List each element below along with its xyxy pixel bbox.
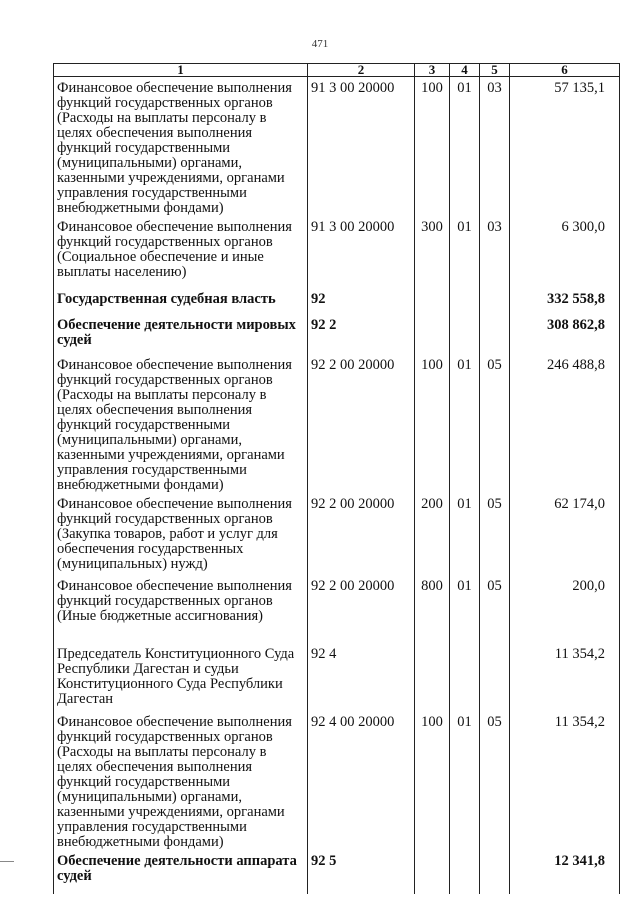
table-header [54, 64, 620, 77]
header-row [54, 64, 620, 77]
row-sum: 332 558,8 [510, 288, 620, 314]
row-sum: 11 354,2 [510, 711, 620, 850]
row-name: Председатель Конституционного Суда Республики Дагестан и судьи Конституционного Суда Республики Дагестан [54, 643, 308, 711]
header-col-5: 5 [480, 64, 510, 77]
row-name: Финансовое обеспечение выполнения функций государственных органов (Социальное обеспечение и иные выплаты населению) [54, 216, 308, 288]
row-code: 92 [308, 288, 415, 314]
row-rz: 01 [450, 493, 480, 575]
row-sum: 6 300,0 [510, 216, 620, 288]
row-name: Финансовое обеспечение выполнения функций государственных органов (Расходы на выплаты персоналу в целях обеспечения выполнения функций государственными (муниципальными) органами, казенными учреждениями, органами управления государственными внебюджетными фондами) [54, 77, 308, 217]
row-pr: 05 [480, 354, 510, 493]
row-vr: 100 [415, 354, 450, 493]
row-name: Финансовое обеспечение выполнения функций государственных органов (Расходы на выплаты персоналу в целях обеспечения выполнения функций государственными (муниципальными) органами, казенными учреждениями, органами управления государственными внебюджетными фондами) [54, 711, 308, 850]
row-name: Обеспечение деятельности аппарата судей [54, 850, 308, 894]
header-col-1: 1 [54, 64, 308, 77]
table-row [54, 575, 620, 643]
row-sum: 308 862,8 [510, 314, 620, 354]
table-row [54, 314, 620, 354]
row-pr [480, 850, 510, 894]
row-vr [415, 643, 450, 711]
row-rz: 01 [450, 216, 480, 288]
table-row [54, 493, 620, 575]
row-sum: 11 354,2 [510, 643, 620, 711]
row-rz [450, 314, 480, 354]
row-sum: 62 174,0 [510, 493, 620, 575]
row-vr [415, 314, 450, 354]
row-rz [450, 643, 480, 711]
table-body [54, 77, 620, 895]
row-vr: 100 [415, 711, 450, 850]
row-pr [480, 314, 510, 354]
header-col-6: 6 [510, 64, 620, 77]
row-name: Финансовое обеспечение выполнения функций государственных органов (Закупка товаров, работ и услуг для обеспечения государственных (муниципальных) нужд) [54, 493, 308, 575]
row-pr: 05 [480, 575, 510, 643]
row-vr: 300 [415, 216, 450, 288]
row-sum: 12 341,8 [510, 850, 620, 894]
table-row [54, 711, 620, 850]
row-code: 92 4 [308, 643, 415, 711]
row-code: 92 4 00 20000 [308, 711, 415, 850]
header-col-4: 4 [450, 64, 480, 77]
row-rz: 01 [450, 575, 480, 643]
row-pr [480, 643, 510, 711]
table-row [54, 850, 620, 894]
row-rz [450, 850, 480, 894]
row-name: Финансовое обеспечение выполнения функций государственных органов (Расходы на выплаты персоналу в целях обеспечения выполнения функций государственными (муниципальными) органами, казенными учреждениями, органами управления государственными внебюджетными фондами) [54, 354, 308, 493]
row-vr: 100 [415, 77, 450, 217]
row-pr: 05 [480, 493, 510, 575]
row-vr [415, 850, 450, 894]
row-code: 92 2 00 20000 [308, 575, 415, 643]
row-pr: 05 [480, 711, 510, 850]
table-row [54, 77, 620, 217]
budget-table [53, 63, 620, 894]
row-sum: 57 135,1 [510, 77, 620, 217]
row-pr: 03 [480, 216, 510, 288]
table-row [54, 216, 620, 288]
table-row [54, 643, 620, 711]
page-number: 471 [311, 38, 329, 50]
row-sum: 200,0 [510, 575, 620, 643]
row-name: Обеспечение деятельности мировых судей [54, 314, 308, 354]
fold-mark [0, 861, 14, 862]
row-code: 92 2 00 20000 [308, 354, 415, 493]
header-col-2: 2 [308, 64, 415, 77]
header-col-3: 3 [415, 64, 450, 77]
row-pr: 03 [480, 77, 510, 217]
row-code: 92 2 00 20000 [308, 493, 415, 575]
row-code: 91 3 00 20000 [308, 216, 415, 288]
row-vr: 200 [415, 493, 450, 575]
row-rz: 01 [450, 77, 480, 217]
row-code: 92 2 [308, 314, 415, 354]
row-sum: 246 488,8 [510, 354, 620, 493]
row-code: 91 3 00 20000 [308, 77, 415, 217]
row-rz [450, 288, 480, 314]
row-name: Финансовое обеспечение выполнения функций государственных органов (Иные бюджетные ассигнования) [54, 575, 308, 643]
table-row [54, 288, 620, 314]
row-rz: 01 [450, 354, 480, 493]
row-vr [415, 288, 450, 314]
row-vr: 800 [415, 575, 450, 643]
table-row [54, 354, 620, 493]
row-pr [480, 288, 510, 314]
row-name: Государственная судебная власть [54, 288, 308, 314]
row-rz: 01 [450, 711, 480, 850]
row-code: 92 5 [308, 850, 415, 894]
